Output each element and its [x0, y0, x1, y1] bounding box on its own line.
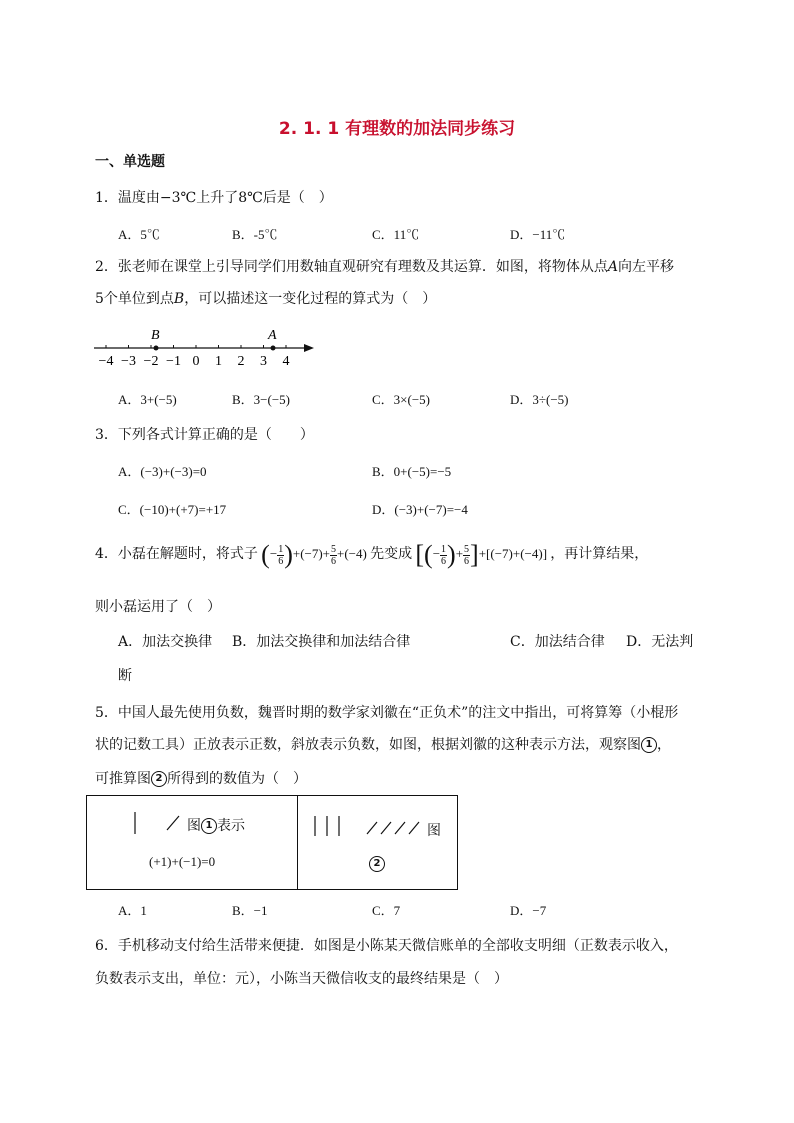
q4-option-b: B．加法交换律和加法结合律: [232, 634, 411, 650]
q5-option-c: C．7: [372, 903, 401, 918]
q2-line2b-text: ，可以描述这一变化过程的算式为（ ）: [184, 291, 437, 307]
q5-option-b: B．−1: [232, 903, 268, 918]
paren-open: (: [261, 540, 270, 570]
q3-option-c: C．(−10)+(+7)=+17: [118, 502, 227, 517]
circle-2-box-icon: 2: [369, 856, 385, 872]
q5-line2-text: 状的记数工具）正放表示正数，斜放表示负数，如图，根据刘徽的这种表示方法，观察图: [95, 737, 641, 753]
q2-option-b: B．3−(−5): [232, 392, 290, 407]
frac-num: 5: [464, 543, 470, 555]
box-left-text: 图: [187, 818, 201, 834]
q4-line2: 则小磊运用了（ ）: [95, 599, 221, 615]
q1-option-b: B．-5℃: [232, 227, 278, 242]
q2-option-a: A．3+(−5): [118, 392, 177, 407]
rods-right-icon: [309, 814, 429, 840]
frac-num: 1: [278, 543, 284, 555]
q5-line3: [95, 768, 307, 788]
frac-num: 5: [331, 543, 337, 555]
q4-expr2-tail: +[(−7)+(−4)]: [478, 546, 548, 561]
number-line-figure: [90, 322, 320, 372]
q4-option-d-cont: 断: [118, 668, 132, 684]
frac-5-6-a: [330, 544, 337, 567]
box-right-text: 图: [427, 823, 441, 839]
q4-expr2-mid: +: [455, 546, 464, 561]
q5-line2: 状的记数工具）正放表示正数，斜放表示负数，如图，根据刘徽的这种表示方法，观察图 1 ，: [95, 737, 671, 753]
q4-mid: 先变成: [370, 546, 413, 562]
q4-expr1-tail2: +(−4): [337, 546, 367, 561]
q2-line2: [95, 288, 436, 308]
q2-line1-text: 2．张老师在课堂上引导同学们用数轴直观研究有理数及其运算．如图，将物体从点: [95, 259, 608, 275]
frac-den: 6: [441, 555, 447, 567]
circle-2-icon: 2: [151, 771, 167, 787]
q1-option-a: A．5℃: [118, 227, 160, 242]
box-left-text2: 表示: [217, 818, 245, 834]
axis-tick-label: −1: [166, 354, 181, 369]
page-title: 2. 1. 1 有理数的加法同步练习: [278, 119, 516, 139]
axis-tick-label: −2: [143, 354, 159, 369]
frac-5-6-b: [463, 544, 470, 567]
number-line-arrow: [304, 344, 314, 352]
q5-line3a-text: 可推算图: [95, 771, 151, 787]
q2-option-d: D．3÷(−5): [510, 392, 569, 407]
rods-left-icon: [127, 810, 187, 836]
q2-point-b: B: [173, 291, 185, 307]
counting-rods-figure: [86, 795, 458, 890]
q1-option-d: D．−11℃: [510, 227, 566, 242]
label-a: A: [268, 328, 277, 343]
axis-tick-label: 4: [282, 354, 290, 369]
q5-option-a: A．1: [118, 903, 147, 918]
q1-option-c: C．11℃: [372, 227, 420, 242]
axis-tick-label: −3: [121, 354, 136, 369]
q5-option-d: D．−7: [510, 903, 547, 918]
q3-option-d: D．(−3)+(−7)=−4: [372, 502, 468, 517]
axis-tick-label: 3: [260, 354, 267, 369]
q3-stem: 3．下列各式计算正确的是（ ）: [95, 427, 314, 443]
q4-lead: 4．小磊在解题时，将式子: [95, 546, 258, 562]
box-left-label: [187, 815, 245, 835]
circle-1-box-icon: 1: [201, 818, 217, 834]
box-left-equation: (+1)+(−1)=0: [149, 854, 216, 869]
paren-open: (: [424, 540, 433, 570]
q2-line1b-text: 向左平移: [618, 259, 675, 275]
point-a-dot: [271, 346, 276, 351]
label-b: B: [151, 328, 160, 343]
number-line-ticks: [99, 345, 290, 369]
q4-end: ，再计算结果，: [550, 546, 649, 562]
q6-line2: 负数表示支出，单位：元），小陈当天微信收支的最终结果是（ ）: [95, 971, 508, 987]
q3-option-b: B．0+(−5)=−5: [372, 464, 452, 479]
q2-option-c: C．3×(−5): [372, 392, 430, 407]
section-heading: 一、单选题: [95, 154, 165, 170]
q2-line2a-text: 5个单位到点: [95, 291, 174, 307]
frac-den: 6: [464, 555, 470, 567]
q4-line1: [95, 540, 649, 570]
frac-1-6-b: [440, 544, 447, 567]
q4-expr1-tail1: +(−7)+: [292, 546, 331, 561]
axis-tick-label: 1: [215, 354, 222, 369]
q4-option-c: C．加法结合律: [510, 634, 605, 650]
bracket-open: [: [415, 540, 425, 570]
q3-option-a: A．(−3)+(−3)=0: [118, 464, 207, 479]
q6-line1: 6．手机移动支付给生活带来便捷．如图是小陈某天微信账单的全部收支明细（正数表示收入，: [95, 938, 678, 954]
frac-den: 6: [331, 555, 337, 567]
axis-tick-label: −4: [98, 354, 114, 369]
q2-point-a: A: [607, 259, 619, 275]
q4-option-a: A．加法交换律: [118, 634, 213, 650]
q5-line1: 5．中国人最先使用负数，魏晋时期的数学家刘徽在“正负术”的注文中指出，可将算筹（小棍形: [95, 705, 679, 721]
q1-stem: 1．温度由−3℃上升了8℃后是（ ）: [95, 190, 333, 206]
q4-expr1: (− $\frac{1}{6}$ )+(−7)+ $\frac{5}{6}$ +(−4): [261, 540, 367, 570]
q5-line3b-text: 所得到的数值为（ ）: [167, 771, 307, 787]
axis-tick-label: 0: [192, 354, 200, 369]
q4-expr2: [(− $\frac{1}{6}$ )+ $\frac{5}{6}$ ]+[(−7)+(−4)]: [415, 540, 548, 570]
q2-line1: [95, 256, 674, 276]
figure-divider: [297, 796, 298, 889]
point-b-dot: [154, 346, 159, 351]
frac-num: 1: [441, 543, 447, 555]
paren-close: ): [447, 540, 456, 570]
frac-den: 6: [278, 555, 284, 567]
q4-option-d: D．无法判: [626, 634, 694, 650]
paren-close: ): [284, 540, 293, 570]
circle-1-icon: 1: [641, 737, 657, 753]
bracket-close: ]: [470, 540, 479, 570]
axis-tick-label: 2: [237, 354, 245, 369]
